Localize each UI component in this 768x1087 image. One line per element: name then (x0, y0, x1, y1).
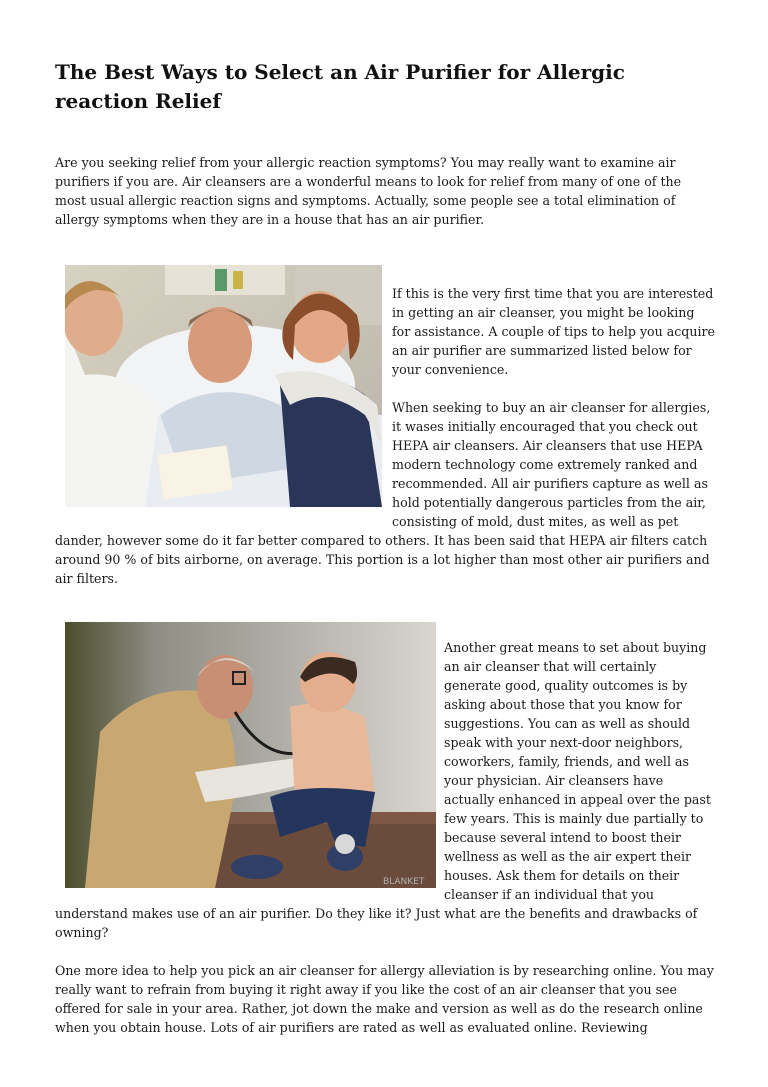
section3-paragraph1: One more idea to help you pick an air cleanser for allergy alleviation is by researching online. You may really want to refrain from buying it right away if you like the cost of an air cleanser that you see offered for sale in your area. Rather, jot down the make and version as well as do the research online when you obtain house. Lots of air purifiers are rated as well as evaluated online. Reviewing (55, 963, 714, 1035)
section1-paragraph2: When seeking to buy an air cleanser for allergies, it wases initially encouraged that you check out HEPA air cleansers. Air cleansers that use HEPA modern technology come extremely ranked and recommended. All air purifiers capture as well as hold potentially dangerous particles from the air, consisting of mold, dust mites, as well as pet dander, however some do it far better compared to others. It has been said that HEPA air filters catch around 90 % of bits airborne, on average. This portion is a lot higher than most other air purifiers and air filters. (55, 400, 711, 586)
section-hospital (55, 257, 715, 588)
doctor-child-photo (65, 622, 436, 888)
article-page (55, 58, 715, 1037)
hospital-photo (65, 265, 382, 507)
section-doctor-child (55, 616, 715, 942)
section1-paragraph1: If this is the very first time that you are interested in getting an air cleanser, you might be looking for assistance. A couple of tips to help you acquire an air purifier are summarized listed below for your convenience. (392, 286, 715, 377)
intro-paragraph: Are you seeking relief from your allergic reaction symptoms? You may really want to examine air purifiers if you are. Air cleansers are a wonderful means to look for relief from many of one of the most usual allergic reaction signs and symptoms. Actually, some people see a total elimination of allergy symptoms when they are in a house that has an air purifier. (55, 155, 682, 227)
blanket-label: BLANKET (383, 877, 425, 887)
article-title: The Best Ways to Select an Air Purifier for Allergic reaction Relief (55, 60, 625, 113)
section2-paragraph1: Another great means to set about buying an air cleanser that will certainly generate good, quality outcomes is by asking about those that you know for suggestions. You can as well as should speak with your next-door neighbors, coworkers, family, friends, and well as your physician. Air cleansers have actually enhanced in appeal over the past few years. This is mainly due partially to because several intend to boost their wellness as well as the air expert their houses. Ask them for details on their cleanser if an individual that you understand makes use of an air purifier. Do they like it? Just what are the benefits and drawbacks of owning? (55, 640, 711, 940)
